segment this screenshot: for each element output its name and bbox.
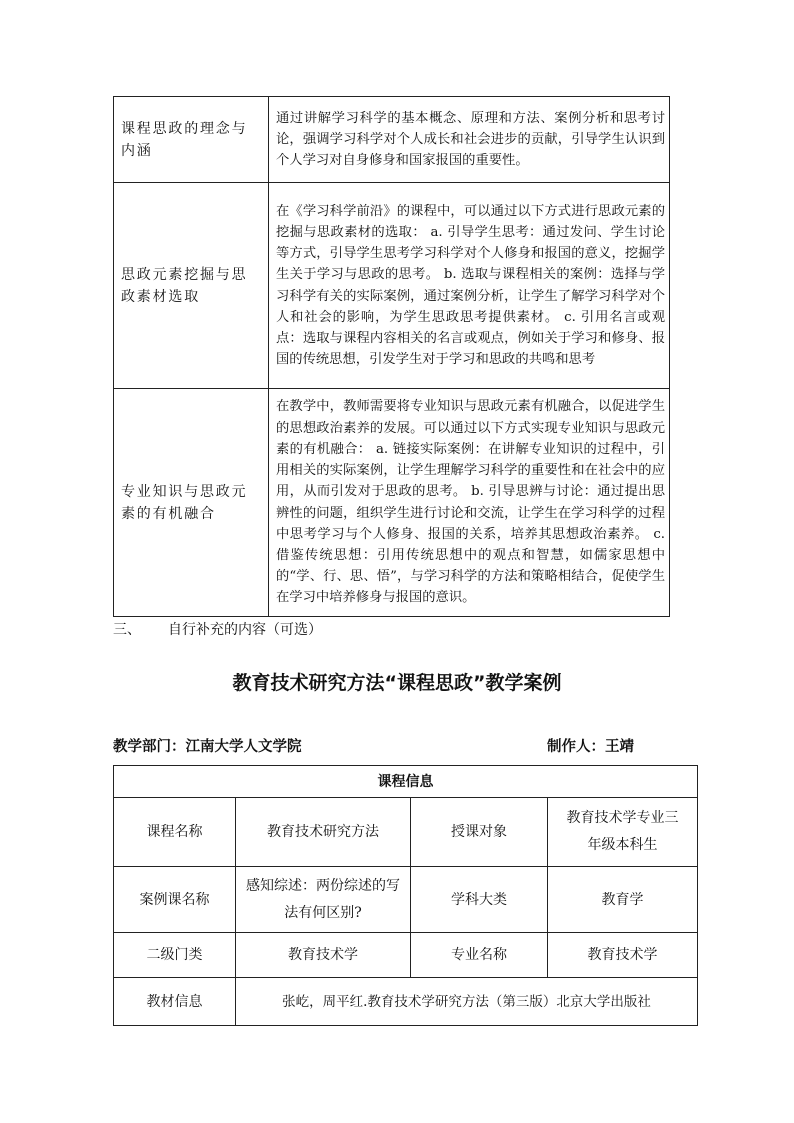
ideology-table xyxy=(113,96,670,617)
table-row xyxy=(114,389,670,617)
audience-label: 授课对象 xyxy=(411,798,548,867)
table-row xyxy=(114,183,670,389)
textbook-label: 教材信息 xyxy=(114,978,236,1026)
table-row xyxy=(114,867,698,933)
row-label: 思政元素挖掘与思政素材选取 xyxy=(114,183,269,389)
case-title: 教育技术研究方法“课程思政”教学案例 xyxy=(232,672,562,694)
discipline-label: 学科大类 xyxy=(411,867,548,933)
major-label: 专业名称 xyxy=(411,933,548,978)
subcategory-value: 教育技术学 xyxy=(236,933,411,978)
table-row xyxy=(114,97,670,183)
row-label: 课程思政的理念与内涵 xyxy=(114,97,269,183)
maker-line: 制作人：王靖 xyxy=(547,739,634,755)
discipline-value: 教育学 xyxy=(548,867,698,933)
row-content: 在教学中，教师需要将专业知识与思政元素有机融合，以促进学生的思想政治素养的发展。可以通过以下方式实现专业知识与思政元素的有机融合： a. 链接实际案例：在讲解专业知识的过程中，引用相关的实际案例，让学生理解学习科学的重要性和在社会中的应用，从而引发对于思政的思考。 b. 引导思辨与讨论：通过提出思辨性的问题，组织学生进行讨论和交流，让学生在学习科学的过程中思考学习与个人修身、报国的关系，培养其思想政治素养。 c. 借鉴传统思想：引用传统思想中的观点和智慧，如儒家思想中的“学、行、思、悟”，与学习科学的方法和策略相结合，促使学生在学习中培养修身与报国的意识。 xyxy=(269,389,670,617)
case-name-value: 感知综述：两份综述的写法有何区别? xyxy=(236,867,411,933)
section-text: 自行补充的内容（可选） xyxy=(168,622,322,638)
case-name-label: 案例课名称 xyxy=(114,867,236,933)
subcategory-label: 二级门类 xyxy=(114,933,236,978)
table-row xyxy=(114,933,698,978)
course-info-table xyxy=(113,765,698,1026)
row-content: 在《学习科学前沿》的课程中，可以通过以下方式进行思政元素的挖掘与思政素材的选取： a. 引导学生思考：通过发问、学生讨论等方式，引导学生思考学习科学对个人修身和报国的意义，挖掘学生关于学习与思政的思考。 b. 选取与课程相关的案例：选择与学习科学有关的实际案例，通过案例分析，让学生了解学习科学对个人和社会的影响，为学生思政思考提供素材。 c. 引用名言或观点：选取与课程内容相关的名言或观点，例如关于学习和修身、报国的传统思想，引发学生对于学习和思政的共鸣和思考 xyxy=(269,183,670,389)
course-name-value: 教育技术研究方法 xyxy=(236,798,411,867)
audience-value: 教育技术学专业三年级本科生 xyxy=(548,798,698,867)
department-line: 教学部门：江南大学人文学院 xyxy=(113,739,302,755)
course-name-label: 课程名称 xyxy=(114,798,236,867)
textbook-value: 张屹，周平红.教育技术学研究方法（第三版）北京大学出版社 xyxy=(236,978,698,1026)
table-row xyxy=(114,766,698,798)
row-label: 专业知识与思政元素的有机融合 xyxy=(114,389,269,617)
table-row xyxy=(114,978,698,1026)
table-row xyxy=(114,798,698,867)
section-number: 三、 xyxy=(113,622,141,638)
course-info-header: 课程信息 xyxy=(114,766,698,798)
major-value: 教育技术学 xyxy=(548,933,698,978)
row-content: 通过讲解学习科学的基本概念、原理和方法、案例分析和思考讨论，强调学习科学对个人成长和社会进步的贡献，引导学生认识到个人学习对自身修身和国家报国的重要性。 xyxy=(269,97,670,183)
section-three-heading xyxy=(113,620,322,640)
